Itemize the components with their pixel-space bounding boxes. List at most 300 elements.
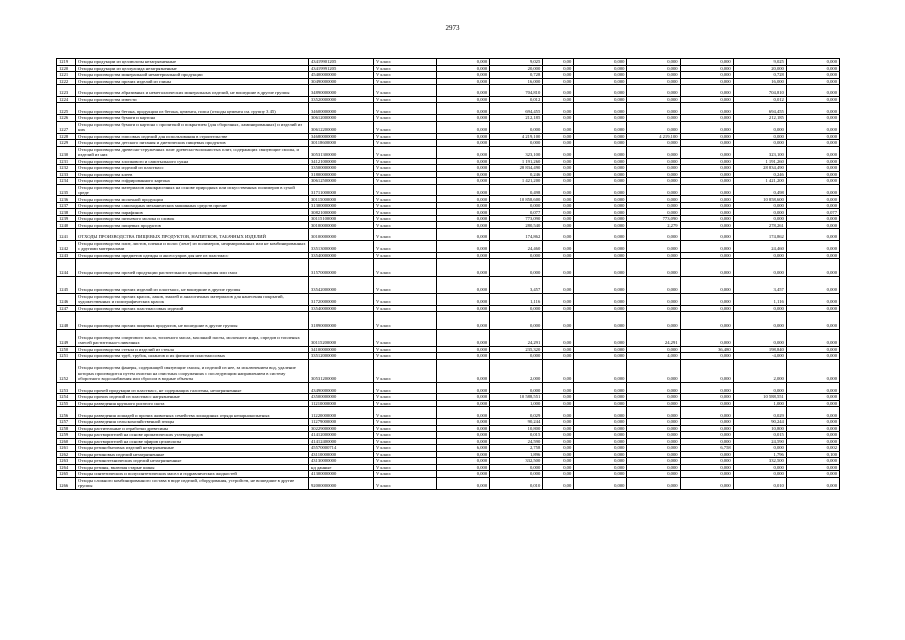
hazard-class-cell: V класс <box>374 171 437 178</box>
hazard-class-cell: V класс <box>374 209 437 216</box>
value-end-cell: 0,000 <box>786 215 839 222</box>
value-percent-cell: 0,00 <box>543 196 574 203</box>
value-used-cell: 0,000 <box>627 458 680 465</box>
row-number-cell: 1246 <box>57 293 76 305</box>
value-percent-cell: 0,00 <box>543 228 574 240</box>
waste-name-cell: Отходы производства гофрированного картона <box>76 178 309 185</box>
waste-name-cell: Отходы производства пищевых продуктов <box>76 222 309 229</box>
value-end-cell: 0,000 <box>786 312 839 329</box>
value-transferred-cell: 0,000 <box>680 425 733 432</box>
hazard-class-cell: V класс <box>374 477 437 489</box>
row-number-cell: 1238 <box>57 209 76 216</box>
fkko-code-cell: 31711000000 <box>309 184 374 196</box>
value-percent-cell: 0,00 <box>543 178 574 185</box>
fkko-code-cell: 33512000000 <box>309 353 374 360</box>
fkko-code-cell: 33540000000 <box>309 252 374 259</box>
value-start-cell: 0,000 <box>437 407 490 419</box>
value-received-cell: 0,000 <box>574 103 627 115</box>
value-generated-cell: 20,000 <box>490 65 543 72</box>
value-used-cell: 0,000 <box>627 146 680 158</box>
value-transferred-cell: 0,000 <box>680 158 733 165</box>
value-placed-cell: 0,000 <box>733 464 786 471</box>
value-generated-cell: 1 421,200 <box>490 178 543 185</box>
waste-name-cell: Отходы продукции из целлюлозы незагрязненные <box>76 59 309 66</box>
fkko-code-cell: 30612000000 <box>309 115 374 122</box>
value-generated-cell: 2,000 <box>490 359 543 382</box>
table-row <box>57 293 840 305</box>
value-received-cell: 0,000 <box>574 96 627 103</box>
fkko-code-cell: 43419991205 <box>309 65 374 72</box>
hazard-class-cell: V класс <box>374 329 437 346</box>
value-received-cell: 0,000 <box>574 252 627 259</box>
hazard-class-cell: V класс <box>374 394 437 401</box>
row-number-cell: 1228 <box>57 133 76 140</box>
value-percent-cell: 0,00 <box>543 103 574 115</box>
value-received-cell: 0,000 <box>574 85 627 97</box>
value-used-cell: 0,000 <box>627 240 680 252</box>
value-used-cell: 0,000 <box>627 259 680 276</box>
waste-name-cell: Отходы производства минеральной нематериальной продукции <box>76 72 309 79</box>
value-received-cell: 0,000 <box>574 382 627 394</box>
value-used-cell: 0,000 <box>627 382 680 394</box>
value-generated-cell: 773,090 <box>490 215 543 222</box>
value-transferred-cell: 0,000 <box>680 222 733 229</box>
waste-name-cell: Отходы производства детского питания и диетических пищевых продуктов <box>76 140 309 147</box>
value-generated-cell: 0,000 <box>490 252 543 259</box>
row-number-cell: 1234 <box>57 178 76 185</box>
hazard-class-cell: V класс <box>374 133 437 140</box>
value-percent-cell: 0,00 <box>543 419 574 426</box>
row-number-cell: 1222 <box>57 78 76 85</box>
value-end-cell: 0,000 <box>786 346 839 353</box>
value-placed-cell: 704,810 <box>733 85 786 97</box>
value-generated-cell: 332,500 <box>490 458 543 465</box>
value-start-cell: 0,000 <box>437 202 490 209</box>
waste-name-cell: ОТХОДЫ ПРОИЗВОДСТВА ПИЩЕВЫХ ПРОДУКТОВ, НАПИТКОВ, ТАБАЧНЫХ ИЗДЕЛИЙ <box>76 228 309 240</box>
value-received-cell: 0,000 <box>574 400 627 407</box>
value-end-cell: 0,000 <box>786 276 839 293</box>
hazard-class-cell: V класс <box>374 293 437 305</box>
value-percent-cell: 0,00 <box>543 146 574 158</box>
value-placed-cell: 2,000 <box>733 359 786 382</box>
table-row <box>57 359 840 382</box>
value-end-cell: 0,000 <box>786 477 839 489</box>
value-percent-cell: 0,00 <box>543 140 574 147</box>
value-used-cell: 0,000 <box>627 171 680 178</box>
row-number-cell: 1260 <box>57 438 76 445</box>
value-start-cell: 0,000 <box>437 471 490 478</box>
value-placed-cell: 0,498 <box>733 184 786 196</box>
row-number-cell: 1265 <box>57 471 76 478</box>
waste-name-cell: Отходы производства прочей продукции растительного происхождения или смол <box>76 259 309 276</box>
fkko-code-cell: 45400000000 <box>309 72 374 79</box>
value-start-cell: 0,000 <box>437 222 490 229</box>
value-received-cell: 0,000 <box>574 451 627 458</box>
table-row <box>57 103 840 115</box>
value-percent-cell: 0,00 <box>543 65 574 72</box>
value-percent-cell: 0,00 <box>543 276 574 293</box>
hazard-class-cell: V класс <box>374 146 437 158</box>
value-start-cell: 0,000 <box>437 458 490 465</box>
value-end-cell: 0,000 <box>786 471 839 478</box>
value-start-cell: 0,000 <box>437 146 490 158</box>
row-number-cell: 1245 <box>57 276 76 293</box>
value-end-cell: 0,000 <box>786 184 839 196</box>
value-received-cell: 0,000 <box>574 464 627 471</box>
value-used-cell: 0,000 <box>627 121 680 133</box>
fkko-code-cell: 30115000000 <box>309 196 374 203</box>
value-generated-cell: 0,000 <box>490 312 543 329</box>
value-received-cell: 0,000 <box>574 293 627 305</box>
value-percent-cell: 0,00 <box>543 121 574 133</box>
waste-name-cell: Отходы производства прочих изделий из глины <box>76 78 309 85</box>
value-percent-cell: 0,00 <box>543 477 574 489</box>
value-end-cell: 0,000 <box>786 196 839 203</box>
hazard-class-cell: V класс <box>374 407 437 419</box>
fkko-code-cell: 43419901205 <box>309 59 374 66</box>
row-number-cell: 1244 <box>57 259 76 276</box>
value-transferred-cell: 0,000 <box>680 178 733 185</box>
value-used-cell: 0,000 <box>627 59 680 66</box>
fkko-code-cell: 34890000000 <box>309 85 374 97</box>
value-end-cell: 0,000 <box>786 259 839 276</box>
value-used-cell: 0,000 <box>627 445 680 452</box>
waste-name-cell: Отходы производства бумаги и картона с пропиткой и покрытием (для сборочных, ламинированных) и изделий из них <box>76 121 309 133</box>
table-row <box>57 276 840 293</box>
value-generated-cell: 90,244 <box>490 419 543 426</box>
value-start-cell: 0,000 <box>437 121 490 133</box>
value-received-cell: 0,000 <box>574 171 627 178</box>
row-number-cell: 1256 <box>57 407 76 419</box>
value-placed-cell: 0,000 <box>733 133 786 140</box>
value-end-cell: 0,000 <box>786 329 839 346</box>
value-transferred-cell: 0,000 <box>680 471 733 478</box>
waste-name-cell: Отходы производства бетона, продукции из бетона, цемента, гипса (отходы цемента см. группу 3 45) <box>76 103 309 115</box>
value-start-cell: 0,000 <box>437 432 490 439</box>
hazard-class-cell: V класс <box>374 228 437 240</box>
row-number-cell: 1229 <box>57 140 76 147</box>
value-generated-cell: 4 219,100 <box>490 133 543 140</box>
value-used-cell: 0,000 <box>627 252 680 259</box>
value-start-cell: 0,000 <box>437 451 490 458</box>
waste-name-cell: Отходы синтетических и полусинтетических масел и гидравлических жидкостей <box>76 471 309 478</box>
value-transferred-cell: 0,000 <box>680 85 733 97</box>
value-used-cell: 0,000 <box>627 425 680 432</box>
value-placed-cell: 1,000 <box>733 400 786 407</box>
row-number-cell: 1251 <box>57 353 76 360</box>
value-percent-cell: 0,00 <box>543 432 574 439</box>
waste-name-cell: Отходы производства молочной продукции <box>76 196 309 203</box>
value-placed-cell: 0,246 <box>733 171 786 178</box>
value-transferred-cell: 0,000 <box>680 228 733 240</box>
value-percent-cell: 0,00 <box>543 158 574 165</box>
hazard-class-cell: V класс <box>374 103 437 115</box>
fkko-code-cell: 30100000000 <box>309 222 374 229</box>
value-percent-cell: 0,00 <box>543 329 574 346</box>
row-number-cell: 1221 <box>57 72 76 79</box>
value-used-cell: 0,000 <box>627 72 680 79</box>
value-percent-cell: 0,00 <box>543 445 574 452</box>
value-start-cell: 0,000 <box>437 400 490 407</box>
value-end-cell: 0,000 <box>786 121 839 133</box>
row-number-cell: 1243 <box>57 252 76 259</box>
value-end-cell: 0,000 <box>786 252 839 259</box>
value-transferred-cell: 0,000 <box>680 171 733 178</box>
value-used-cell: 0,000 <box>627 85 680 97</box>
row-number-cell: 1242 <box>57 240 76 252</box>
value-end-cell: 0,000 <box>786 103 839 115</box>
row-number-cell: 1252 <box>57 359 76 382</box>
value-used-cell: 0,000 <box>627 202 680 209</box>
waste-name-cell: Отходы производства клеев <box>76 171 309 178</box>
value-generated-cell: 1 191,260 <box>490 158 543 165</box>
value-start-cell: 0,000 <box>437 65 490 72</box>
waste-name-cell: Отходы производства извести <box>76 96 309 103</box>
waste-name-cell: Отходы производства фанеры, содержащей связующие смолы, и изделий из нее, за исключением вод, удаление которых производится путем очистки на очистных сооружениях с последующим направлением в систему оборотного водоснабжения или сбросом в водные объекты <box>76 359 309 382</box>
value-received-cell: 0,000 <box>574 438 627 445</box>
hazard-class-cell: V класс <box>374 312 437 329</box>
value-placed-cell: 0,000 <box>733 382 786 394</box>
row-number-cell: 1248 <box>57 312 76 329</box>
value-placed-cell: -4,000 <box>733 353 786 360</box>
fkko-code-cell: 43490000000 <box>309 382 374 394</box>
value-received-cell: 0,000 <box>574 445 627 452</box>
value-percent-cell: 0,00 <box>543 202 574 209</box>
fkko-code-cell: 34600000000 <box>309 103 374 115</box>
fkko-code-cell: 34680000000 <box>309 133 374 140</box>
value-end-cell: 0,077 <box>786 209 839 216</box>
value-start-cell: 0,000 <box>437 59 490 66</box>
fkko-code-cell: 34100000000 <box>309 346 374 353</box>
value-generated-cell: 0,000 <box>490 121 543 133</box>
value-placed-cell: 10,800 <box>733 425 786 432</box>
fkko-code-cell: 43110000000 <box>309 451 374 458</box>
value-received-cell: 0,000 <box>574 407 627 419</box>
value-used-cell: 0,000 <box>627 276 680 293</box>
value-placed-cell: 10 858,600 <box>733 196 786 203</box>
row-number-cell: 1231 <box>57 158 76 165</box>
fkko-code-cell: 30612200000 <box>309 121 374 133</box>
fkko-code-cell: 31800000000 <box>309 171 374 178</box>
value-end-cell: 0,002 <box>786 445 839 452</box>
value-used-cell: 0,000 <box>627 228 680 240</box>
waste-name-cell: Отходы резиновых изделий незагрязненные <box>76 451 309 458</box>
table-row <box>57 85 840 97</box>
value-end-cell: 0,000 <box>786 359 839 382</box>
value-received-cell: 0,000 <box>574 209 627 216</box>
value-placed-cell: 174,862 <box>733 228 786 240</box>
value-transferred-cell: 36,480 <box>680 346 733 353</box>
value-percent-cell: 0,00 <box>543 115 574 122</box>
value-start-cell: 0,000 <box>437 103 490 115</box>
value-transferred-cell: 0,000 <box>680 382 733 394</box>
value-start-cell: 0,000 <box>437 240 490 252</box>
row-number-cell: 1230 <box>57 146 76 158</box>
value-received-cell: 0,000 <box>574 165 627 172</box>
value-placed-cell: 0,000 <box>733 209 786 216</box>
fkko-code-cell: 30531300000 <box>309 146 374 158</box>
hazard-class-cell: V класс <box>374 276 437 293</box>
value-placed-cell: 0,012 <box>733 96 786 103</box>
value-generated-cell: 1,896 <box>490 451 543 458</box>
value-placed-cell: 1 421,200 <box>733 178 786 185</box>
value-generated-cell: 0,498 <box>490 184 543 196</box>
waste-name-cell: Отходы резинотехнических изделий незагрязненные <box>76 458 309 465</box>
value-generated-cell: 212,185 <box>490 115 543 122</box>
value-end-cell: 0,000 <box>786 78 839 85</box>
value-used-cell: 0,000 <box>627 178 680 185</box>
hazard-class-cell: V класс <box>374 178 437 185</box>
row-number-cell: 1266 <box>57 477 76 489</box>
waste-name-cell: Отходы производства бумаги и картона <box>76 115 309 122</box>
row-number-cell: 1257 <box>57 419 76 426</box>
waste-name-cell: Отходы разведения крупного рогатого скота <box>76 400 309 407</box>
hazard-class-cell: V класс <box>374 115 437 122</box>
hazard-class-cell: V класс <box>374 121 437 133</box>
value-transferred-cell: 0,000 <box>680 96 733 103</box>
value-percent-cell: 0,00 <box>543 184 574 196</box>
value-end-cell: 0,000 <box>786 65 839 72</box>
value-generated-cell: 704,810 <box>490 85 543 97</box>
value-percent-cell: 0,00 <box>543 259 574 276</box>
row-number-cell: 1239 <box>57 215 76 222</box>
fkko-code-cell: 45570000714 <box>309 445 374 452</box>
row-number-cell: 1240 <box>57 222 76 229</box>
value-percent-cell: 0,00 <box>543 312 574 329</box>
hazard-class-cell: V класс <box>374 240 437 252</box>
value-used-cell: 0,000 <box>627 359 680 382</box>
value-received-cell: 0,000 <box>574 72 627 79</box>
value-generated-cell: 24,590 <box>490 438 543 445</box>
row-number-cell: 1262 <box>57 451 76 458</box>
row-number-cell: 1235 <box>57 184 76 196</box>
value-received-cell: 0,000 <box>574 425 627 432</box>
value-placed-cell: 20,000 <box>733 65 786 72</box>
value-used-cell: 0,000 <box>627 103 680 115</box>
value-percent-cell: 0,00 <box>543 438 574 445</box>
value-used-cell: 0,000 <box>627 184 680 196</box>
value-start-cell: 0,000 <box>437 353 490 360</box>
hazard-class-cell: V класс <box>374 184 437 196</box>
value-percent-cell: 0,00 <box>543 464 574 471</box>
table-row <box>57 329 840 346</box>
fkko-code-cell: 11220000000 <box>309 407 374 419</box>
hazard-class-cell: V класс <box>374 59 437 66</box>
value-percent-cell: 0,00 <box>543 353 574 360</box>
row-number-cell: 1223 <box>57 85 76 97</box>
value-start-cell: 6,000 <box>437 445 490 452</box>
value-end-cell: 0,000 <box>786 72 839 79</box>
value-end-cell: 0,000 <box>786 293 839 305</box>
value-start-cell: 0,000 <box>437 464 490 471</box>
fkko-code-cell: 41412000000 <box>309 432 374 439</box>
fkko-code-cell: 43130000000 <box>309 458 374 465</box>
value-start-cell: 0,000 <box>437 133 490 140</box>
value-end-cell: 0,000 <box>786 382 839 394</box>
value-received-cell: 0,000 <box>574 78 627 85</box>
value-transferred-cell: 0,000 <box>680 59 733 66</box>
value-transferred-cell: 0,000 <box>680 115 733 122</box>
value-generated-cell: 0,000 <box>490 464 543 471</box>
value-transferred-cell: 0,000 <box>680 451 733 458</box>
row-number-cell: 1254 <box>57 394 76 401</box>
value-percent-cell: 0,00 <box>543 96 574 103</box>
row-number-cell: 1227 <box>57 121 76 133</box>
fkko-code-cell: 33540000000 <box>309 305 374 312</box>
value-percent-cell: 0,00 <box>543 394 574 401</box>
value-received-cell: 0,000 <box>574 419 627 426</box>
value-transferred-cell: 0,000 <box>680 353 733 360</box>
row-number-cell: 1241 <box>57 228 76 240</box>
value-used-cell: 0,000 <box>627 165 680 172</box>
row-number-cell: 1249 <box>57 329 76 346</box>
value-start-cell: 0,000 <box>437 171 490 178</box>
value-transferred-cell: 0,000 <box>680 165 733 172</box>
value-generated-cell: 1,000 <box>490 400 543 407</box>
value-used-cell: 0,000 <box>627 158 680 165</box>
value-received-cell: 0,000 <box>574 202 627 209</box>
waste-name-cell: Отходы производства самоходных механических машинных средств прочие <box>76 202 309 209</box>
value-transferred-cell: 6,758 <box>680 445 733 452</box>
value-transferred-cell: 0,000 <box>680 259 733 276</box>
fkko-code-cell: 41412400000 <box>309 438 374 445</box>
value-end-cell: 0,000 <box>786 425 839 432</box>
hazard-class-cell: V класс <box>374 259 437 276</box>
value-used-cell: 0,000 <box>627 305 680 312</box>
value-end-cell: 0,000 <box>786 394 839 401</box>
waste-name-cell: Отходы производства материалов лакокрасочных на основе природных или искусственных полимеров в сухой среде <box>76 184 309 196</box>
hazard-class-cell: V класс <box>374 158 437 165</box>
value-received-cell: 0,000 <box>574 329 627 346</box>
waste-name-cell: Отходы производства предметов одежды и аксессуаров для нее из пластмасс <box>76 252 309 259</box>
table-row <box>57 184 840 196</box>
row-number-cell: 1258 <box>57 425 76 432</box>
value-percent-cell: 0,00 <box>543 252 574 259</box>
value-placed-cell: 0,029 <box>733 407 786 419</box>
value-end-cell: 0,000 <box>786 432 839 439</box>
value-end-cell: 0,000 <box>786 419 839 426</box>
value-used-cell: 0,000 <box>627 471 680 478</box>
value-generated-cell: 16,000 <box>490 78 543 85</box>
row-number-cell: 1259 <box>57 432 76 439</box>
value-transferred-cell: 0,000 <box>680 464 733 471</box>
value-placed-cell: 694,455 <box>733 103 786 115</box>
waste-name-cell: Отходы продукции из целлулоида незагрязненные <box>76 65 309 72</box>
value-start-cell: 0,000 <box>437 394 490 401</box>
value-received-cell: 0,000 <box>574 359 627 382</box>
value-start-cell: 0,000 <box>437 382 490 394</box>
value-transferred-cell: 0,000 <box>680 359 733 382</box>
value-generated-cell: 0,000 <box>490 259 543 276</box>
row-number-cell: 1232 <box>57 165 76 172</box>
value-end-cell: 0,000 <box>786 140 839 147</box>
value-start-cell: 0,000 <box>437 293 490 305</box>
value-start-cell: 0,000 <box>437 346 490 353</box>
fkko-code-cell: 30612500000 <box>309 178 374 185</box>
value-placed-cell: 3,457 <box>733 276 786 293</box>
waste-name-cell: Отходы производства труб, трубок, шлангов и их фитингов пластмассовых <box>76 353 309 360</box>
hazard-class-cell: V класс <box>374 471 437 478</box>
value-placed-cell: 0,000 <box>733 215 786 222</box>
waste-name-cell: Отходы производства гипсовых изделий для использования в строительстве <box>76 133 309 140</box>
waste-name-cell: Отходы прочих изделий из пластмасс нагрязненные <box>76 394 309 401</box>
value-start-cell: 0,000 <box>437 165 490 172</box>
hazard-class-cell: V класс <box>374 346 437 353</box>
waste-name-cell: Отходы производства спиртового масла, топленого масла, масляной пасты, молочного жира, спредов и топленых смесей растительно-сливочных <box>76 329 309 346</box>
value-transferred-cell: 0,000 <box>680 329 733 346</box>
value-placed-cell: 16,000 <box>733 78 786 85</box>
value-generated-cell: 0,000 <box>490 202 543 209</box>
